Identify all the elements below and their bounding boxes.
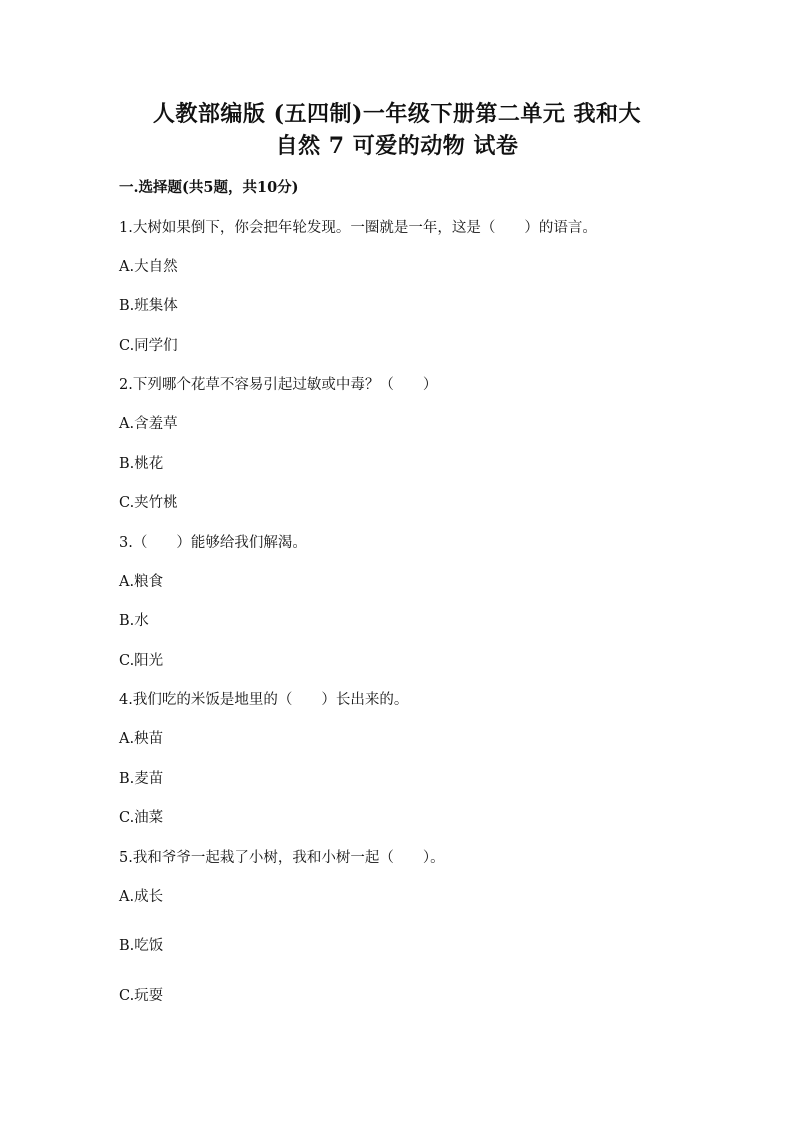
question-4-option-a: A.秧苗 <box>119 731 164 747</box>
question-5-option-b: B.吃饭 <box>119 938 164 954</box>
question-4-option-b: B.麦苗 <box>119 771 164 787</box>
question-3-stem: 3.（ ）能够给我们解渴。 <box>119 535 307 551</box>
question-1-option-a: A.大自然 <box>119 259 178 275</box>
question-2-option-b: B.桃花 <box>119 456 164 472</box>
question-3-option-a: A.粮食 <box>119 574 164 590</box>
question-1-option-c: C.同学们 <box>119 338 178 354</box>
question-4-option-c: C.油菜 <box>119 810 164 826</box>
question-3-option-b: B.水 <box>119 613 149 629</box>
question-2-option-c: C.夹竹桃 <box>119 495 178 511</box>
exam-title-line-2: 自然 7 可爱的动物 试卷 <box>275 133 519 159</box>
question-2-stem: 2.下列哪个花草不容易引起过敏或中毒？（ ） <box>119 377 438 393</box>
question-1-stem: 1.大树如果倒下，你会把年轮发现。一圈就是一年，这是（ ）的语言。 <box>119 220 597 236</box>
question-4-stem: 4.我们吃的米饭是地里的（ ）长出来的。 <box>119 692 409 708</box>
question-5-stem: 5.我和爷爷一起栽了小树，我和小树一起（ ）。 <box>119 850 445 866</box>
question-5-option-a: A.成长 <box>119 889 164 905</box>
section-heading: 一.选择题(共5题，共10分) <box>119 179 299 196</box>
question-5-option-c: C.玩耍 <box>119 988 164 1004</box>
exam-title-line-1: 人教部编版 (五四制)一年级下册第二单元 我和大 <box>152 101 642 127</box>
question-1-option-b: B.班集体 <box>119 298 178 314</box>
question-3-option-c: C.阳光 <box>119 653 164 669</box>
question-2-option-a: A.含羞草 <box>119 416 178 432</box>
exam-title <box>100 98 694 162</box>
